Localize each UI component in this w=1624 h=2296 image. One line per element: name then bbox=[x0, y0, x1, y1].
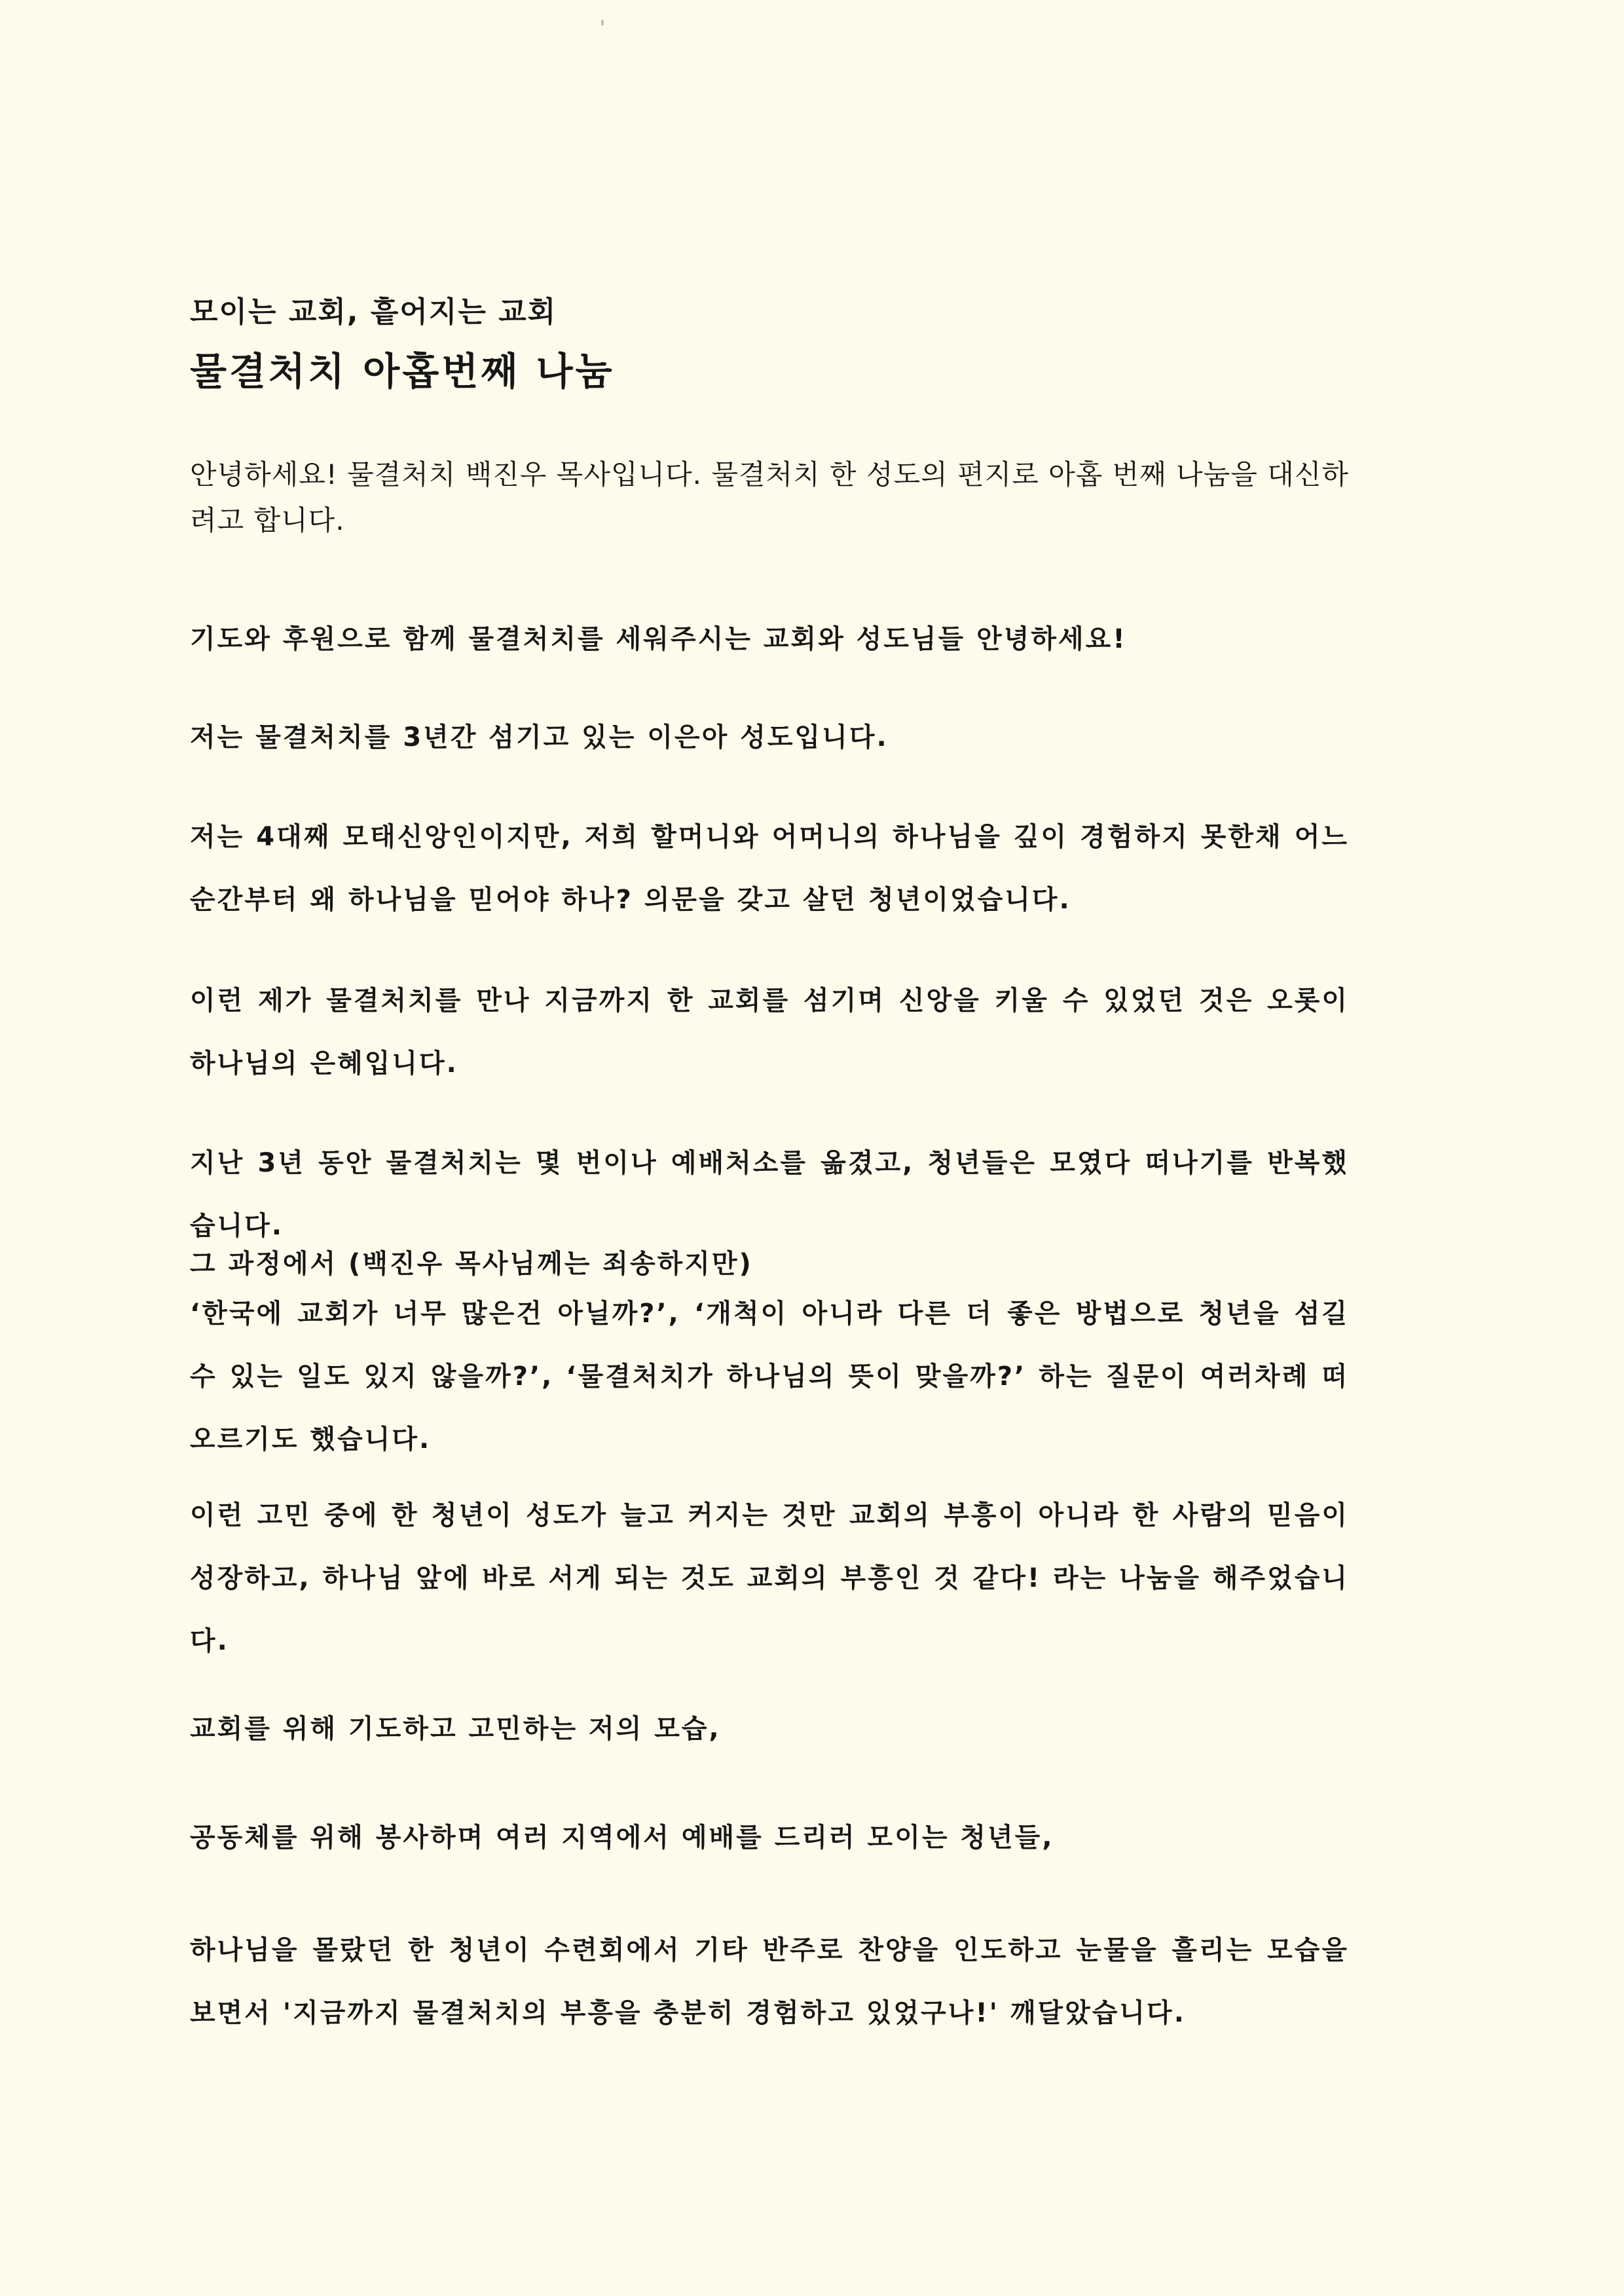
intro-paragraph: 안녕하세요! 물결처치 백진우 목사입니다. 물결처치 한 성도의 편지로 아홉 번째 나눔을 대신하려고 합니다. bbox=[190, 458, 1349, 536]
letter-greeting: 기도와 후원으로 함께 물결처치를 세워주시는 교회와 성도님들 안녕하세요! bbox=[190, 624, 1127, 654]
letter-paragraph-6: 교회를 위해 기도하고 고민하는 저의 모습, bbox=[190, 1714, 721, 1744]
letter-paragraph-5: 이런 고민 중에 한 청년이 성도가 늘고 커지는 것만 교회의 부흥이 아니라 한 사람의 믿음이 성장하고, 하나님 앞에 바로 서게 되는 것도 교회의 부흥인 것 같다! 라는 나눔을 해주었습니다. bbox=[190, 1500, 1350, 1656]
document-title: 물결처치 아홉번째 나눔 bbox=[190, 349, 615, 394]
letter-paragraph-2: 저는 4대째 모태신앙인이지만, 저희 할머니와 어머니의 하나님을 깊이 경험하지 못한채 어느 순간부터 왜 하나님을 믿어야 하나? 의문을 갖고 살던 청년이었습니다. bbox=[190, 822, 1349, 915]
letter-paragraph-1: 저는 물결처치를 3년간 섬기고 있는 이은아 성도입니다. bbox=[190, 722, 889, 752]
letter-paragraph-4a: 지난 3년 동안 물결처치는 몇 번이나 예배처소를 옮겼고, 청년들은 모였다 떠나기를 반복했습니다. bbox=[190, 1148, 1349, 1241]
letter-paragraph-4b: 그 과정에서 (백진우 목사님께는 죄송하지만) bbox=[190, 1249, 753, 1279]
letter-paragraph-8: 하나님을 몰랐던 한 청년이 수련회에서 기타 반주로 찬양을 인도하고 눈물을 흘리는 모습을 보면서 '지금까지 물결처치의 부흥을 충분히 경험하고 있었구나!' 깨달았습니다. bbox=[190, 1935, 1349, 2028]
scan-speck bbox=[601, 20, 604, 26]
letter-paragraph-7: 공동체를 위해 봉사하며 여러 지역에서 예배를 드리러 모이는 청년들, bbox=[190, 1823, 1054, 1853]
document-subtitle: 모이는 교회, 흩어지는 교회 bbox=[190, 295, 557, 329]
letter-paragraph-3: 이런 제가 물결처치를 만나 지금까지 한 교회를 섬기며 신앙을 키울 수 있었던 것은 오롯이 하나님의 은혜입니다. bbox=[190, 986, 1349, 1079]
letter-paragraph-4c: ‘한국에 교회가 너무 많은건 아닐까?’, ‘개척이 아니라 다른 더 좋은 방법으로 청년을 섬길 수 있는 일도 있지 않을까?’, ‘물결처치가 하나님의 뜻이 맞을까?’ 하는 질문이 여러차례 떠오르기도 했습니다. bbox=[190, 1299, 1349, 1454]
